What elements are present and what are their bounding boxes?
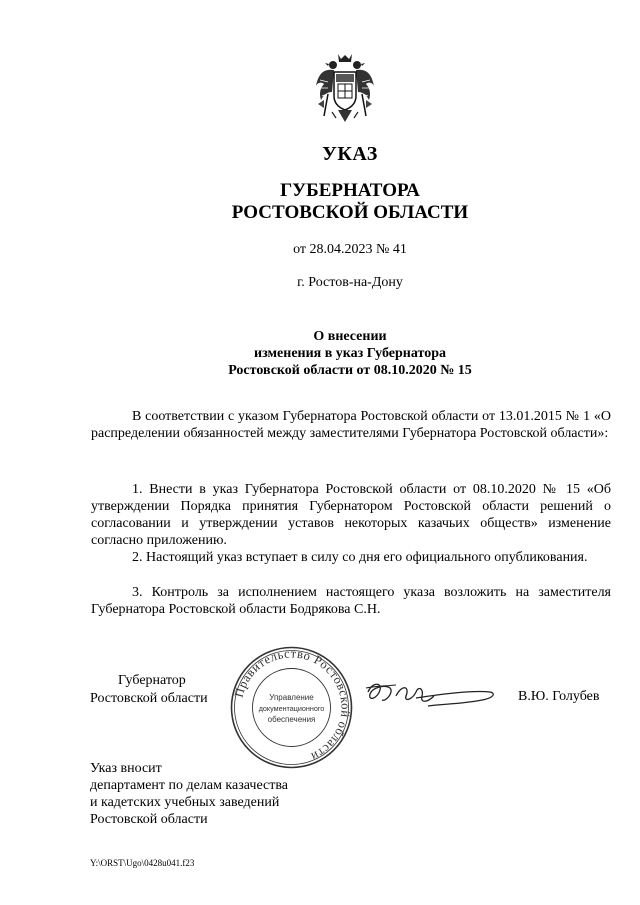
- position-line-2: Ростовской области: [90, 691, 208, 706]
- submitted-line-3: и кадетских учебных заведений: [90, 795, 280, 810]
- stamp-inner-line-2: документационного: [258, 704, 325, 713]
- subject-line-2: изменения в указ Губернатора: [254, 346, 446, 361]
- position-line-1: Губернатор: [118, 673, 186, 688]
- submitted-line-2: департамент по делам казачества: [90, 778, 288, 793]
- clause-1-paragraph: 1. Внести в указ Губернатора Ростовской области от 08.10.2020 № 15 «Об утверждении Порядка принятия Губернатором Ростовской области решений о согласовании и утверждении уставов некоторых казачьих обществ» изменение согласно приложению.: [91, 482, 611, 548]
- issuer-line-2: РОСТОВСКОЙ ОБЛАСТИ: [231, 202, 469, 223]
- decree-subject: [0, 328, 640, 379]
- decree-city: г. Ростов-на-Дону: [297, 275, 403, 290]
- submitted-line-4: Ростовской области: [90, 812, 208, 827]
- submitted-line-1: Указ вносит: [90, 761, 162, 776]
- file-path: Y:\ORST\Ugo\0428u041.f23: [90, 858, 195, 868]
- stamp-inner-line-1: Управление: [269, 693, 314, 702]
- submitted-by-note: [90, 760, 288, 828]
- issuer-line-1: ГУБЕРНАТОРА: [280, 180, 420, 201]
- issuer-heading: [0, 180, 640, 224]
- coat-of-arms-icon: [314, 52, 376, 124]
- decree-date-number: от 28.04.2023 № 41: [293, 242, 407, 257]
- signatory-position: [90, 672, 208, 708]
- preamble-paragraph: В соответствии с указом Губернатора Ростовской области от 13.01.2015 № 1 «О распределении обязанностей между заместителями Губернатора Ростовской области»:: [91, 409, 611, 441]
- stamp-inner-line-3: обеспечения: [267, 715, 316, 724]
- stamp-outer-text: Правительство Ростовской области: [231, 646, 353, 765]
- document-type-heading: УКАЗ: [322, 143, 378, 165]
- subject-line-1: О внесении: [313, 329, 387, 344]
- signatory-name: В.Ю. Голубев: [518, 689, 600, 704]
- clause-2-paragraph: 2. Настоящий указ вступает в силу со дня его официального опубликования.: [132, 550, 588, 565]
- handwritten-signature: [362, 676, 497, 716]
- subject-line-3: Ростовской области от 08.10.2020 № 15: [228, 363, 472, 378]
- official-stamp: [229, 645, 354, 770]
- clause-3-paragraph: 3. Контроль за исполнением настоящего указа возложить на заместителя Губернатора Ростовской области Бодрякова С.Н.: [91, 585, 611, 617]
